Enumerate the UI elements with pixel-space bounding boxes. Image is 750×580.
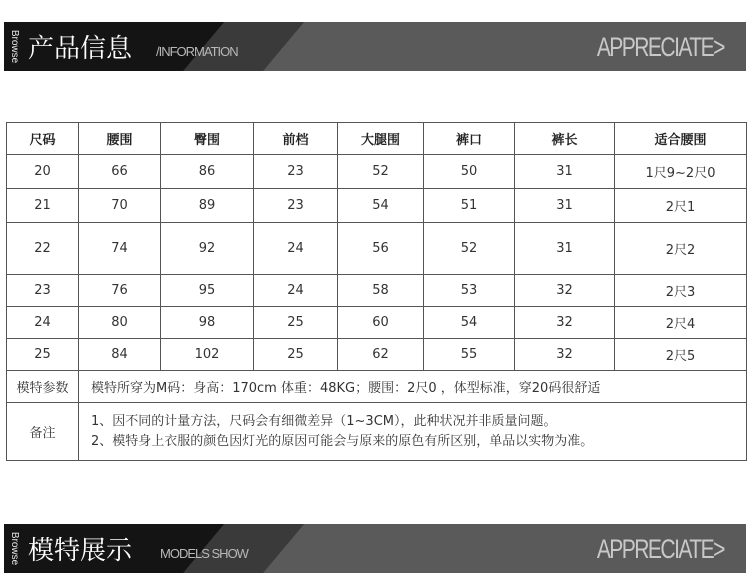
table-cell: 22 [7, 223, 79, 275]
table-cell: 23 [254, 189, 338, 223]
browse-side-label: Browse [9, 29, 21, 64]
table-header-row [7, 123, 747, 155]
table-cell: 32 [515, 339, 615, 371]
table-cell: 52 [338, 155, 424, 189]
notes-label: 备注 [7, 403, 79, 461]
table-cell: 54 [424, 307, 515, 339]
table-cell: 70 [79, 189, 161, 223]
note-line: 2、模特身上衣服的颜色因灯光的原因可能会与原来的原色有所区别，单品以实物为准。 [91, 433, 594, 449]
table-cell: 62 [338, 339, 424, 371]
table-cell: 80 [79, 307, 161, 339]
table-cell: 56 [338, 223, 424, 275]
table-cell: 50 [424, 155, 515, 189]
note-line: 1、因不同的计量方法，尺码会有细微差异（1~3CM），此种状况并非质量问题。 [91, 413, 557, 429]
table-cell: 31 [515, 155, 615, 189]
table-cell: 23 [7, 275, 79, 307]
table-cell: 89 [161, 189, 254, 223]
notes-row [7, 403, 747, 461]
table-cell: 66 [79, 155, 161, 189]
table-cell: 54 [338, 189, 424, 223]
table-cell: 1尺9~2尺0 [615, 155, 747, 189]
table-cell: 86 [161, 155, 254, 189]
table-cell: 21 [7, 189, 79, 223]
column-header: 裤长 [515, 123, 615, 155]
table-cell: 102 [161, 339, 254, 371]
table-cell: 92 [161, 223, 254, 275]
table-cell: 25 [254, 339, 338, 371]
banner-subtitle: MODELS SHOW [160, 546, 248, 561]
table-cell: 52 [424, 223, 515, 275]
table-cell: 31 [515, 223, 615, 275]
appreciate-link[interactable]: APPRECIATE> [597, 32, 724, 62]
table-row [7, 275, 747, 307]
column-header: 臀围 [161, 123, 254, 155]
table-cell: 24 [254, 275, 338, 307]
model-params-text: 模特所穿为M码：身高：170cm 体重：48KG；腰围：2尺0 ，体型标准，穿20码很舒适 [79, 371, 747, 403]
table-cell: 53 [424, 275, 515, 307]
table-cell: 2尺3 [615, 275, 747, 307]
table-cell: 60 [338, 307, 424, 339]
banner-title: 产品信息 [28, 34, 133, 64]
table-row [7, 189, 747, 223]
table-row [7, 155, 747, 189]
table-cell: 2尺5 [615, 339, 747, 371]
table-cell: 98 [161, 307, 254, 339]
column-header: 腰围 [79, 123, 161, 155]
appreciate-link[interactable]: APPRECIATE> [597, 534, 724, 564]
table-cell: 20 [7, 155, 79, 189]
models-show-banner [4, 524, 746, 573]
banner-subtitle: /INFORMATION [156, 44, 238, 59]
column-header: 前档 [254, 123, 338, 155]
column-header: 尺码 [7, 123, 79, 155]
column-header: 裤口 [424, 123, 515, 155]
table-cell: 51 [424, 189, 515, 223]
table-cell: 24 [7, 307, 79, 339]
table-cell: 2尺2 [615, 223, 747, 275]
column-header: 适合腰围 [615, 123, 747, 155]
size-table [6, 122, 747, 461]
table-cell: 32 [515, 307, 615, 339]
table-cell: 24 [254, 223, 338, 275]
table-row [7, 307, 747, 339]
table-cell: 25 [7, 339, 79, 371]
table-cell: 31 [515, 189, 615, 223]
model-params-row [7, 371, 747, 403]
table-cell: 84 [79, 339, 161, 371]
table-row [7, 339, 747, 371]
banner-title: 模特展示 [28, 536, 133, 566]
table-cell: 32 [515, 275, 615, 307]
table-cell: 2尺1 [615, 189, 747, 223]
model-params-label: 模特参数 [7, 371, 79, 403]
table-cell: 23 [254, 155, 338, 189]
browse-side-label: Browse [9, 531, 21, 566]
column-header: 大腿围 [338, 123, 424, 155]
table-cell: 76 [79, 275, 161, 307]
table-cell: 58 [338, 275, 424, 307]
table-cell: 95 [161, 275, 254, 307]
product-info-banner [4, 22, 746, 71]
table-cell: 55 [424, 339, 515, 371]
table-row [7, 223, 747, 275]
table-cell: 25 [254, 307, 338, 339]
notes-text [79, 403, 747, 461]
table-cell: 2尺4 [615, 307, 747, 339]
table-cell: 74 [79, 223, 161, 275]
